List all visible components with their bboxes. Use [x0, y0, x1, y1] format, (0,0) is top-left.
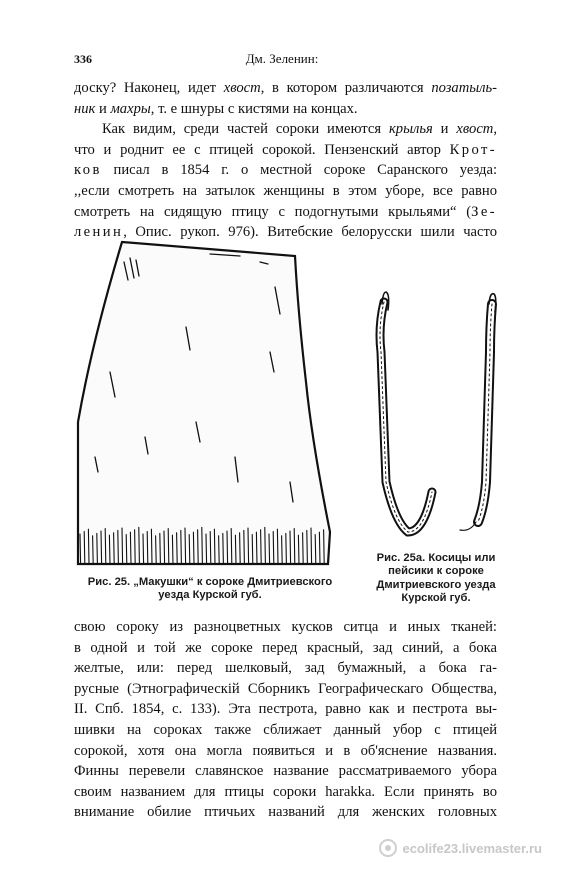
text-segment: Крот- — [449, 141, 497, 158]
text-segment: Зе- — [471, 203, 497, 220]
text-line — [74, 99, 497, 120]
text-line — [74, 202, 497, 223]
watermark-text: ecolife23.livemaster.ru — [402, 840, 542, 856]
text-line — [74, 78, 497, 99]
text-segment: Финны перевели славянское название рассматриваемого убора — [74, 763, 497, 780]
fringe-strand — [298, 535, 299, 564]
text-segment: II. Спб. 1854, с. 133). Эта пестрота, равно как и пестрота вы- — [74, 701, 497, 718]
fringe-strand — [269, 534, 270, 564]
text-segment: русные (Этнографическiй Сборникъ Географическаго Общества, — [74, 680, 497, 697]
figure-25-caption — [86, 576, 334, 603]
text-segment: ленин — [74, 224, 124, 241]
fringe-strand — [147, 532, 148, 564]
text-line — [74, 761, 497, 782]
text-segment: желтые, или: перед шелковый, зад бумажный, а бока га- — [74, 660, 497, 677]
text-line — [74, 658, 497, 679]
fringe-strand — [248, 528, 249, 564]
figure-25a-caption-line: пейсики к сороке — [388, 565, 484, 578]
text-segment: , в котором различаются — [260, 80, 432, 96]
fringe-strand — [303, 533, 304, 564]
fringe-strand — [101, 531, 102, 564]
fringe-strand — [126, 535, 127, 564]
fringe-strand — [261, 530, 262, 564]
fringe-strand — [185, 528, 186, 564]
fringe-strand — [160, 533, 161, 564]
kositsy-figure — [380, 292, 496, 532]
text-line — [74, 617, 497, 638]
text-segment: позатыль- — [431, 80, 497, 96]
watermark — [379, 839, 542, 857]
text-line — [74, 160, 497, 181]
text-segment: крылья — [388, 121, 433, 138]
fringe-strand — [311, 528, 312, 564]
text-segment: своим названием для птицы сороки harakka. Если принять во — [74, 783, 497, 800]
text-line — [74, 679, 497, 700]
fringe-strand — [118, 530, 119, 564]
text-segment: ков — [74, 162, 102, 179]
text-segment: , — [493, 121, 497, 138]
text-segment: , т. е шнуры с кистями на концах. — [150, 100, 358, 117]
fringe-strand — [177, 533, 178, 564]
fringe-strand — [156, 536, 157, 564]
fringe-strand — [105, 529, 106, 564]
fringe-strand — [198, 530, 199, 564]
fringe-strand — [206, 534, 207, 564]
top-paragraph — [74, 78, 497, 243]
fringe-strand — [189, 535, 190, 564]
text-line — [74, 181, 497, 202]
text-segment: хвост — [223, 80, 261, 96]
fringe-strand — [114, 533, 115, 564]
fringe-strand — [181, 530, 182, 564]
text-segment: писал в 1854 г. о местной сороке Саранского уезда: — [101, 162, 497, 179]
text-segment: ник — [74, 100, 96, 117]
fringe-strand — [282, 536, 283, 564]
fringe-strand — [265, 527, 266, 564]
text-segment: внимание обилие птичьих названий для женских головных — [74, 804, 497, 821]
figure-25a-caption — [366, 552, 506, 606]
figure-25-caption-line: уезда Курской губ. — [158, 589, 262, 602]
fringe-strand — [223, 533, 224, 564]
figure-25a-caption-line: Рис. 25а. Косицы или — [376, 552, 496, 564]
page-number: 336 — [74, 52, 92, 66]
text-segment: ,,если смотреть на затылок женщины в этом уборе, все равно — [74, 182, 497, 199]
text-line — [74, 741, 497, 762]
text-segment: и — [95, 100, 111, 117]
text-segment: что и роднит ее с птицей сорокой. Пензенский автор — [74, 141, 450, 158]
fringe-strand — [130, 532, 131, 564]
text-line — [74, 802, 497, 823]
makushki-figure — [78, 242, 330, 564]
text-segment: махры — [110, 100, 151, 117]
figure-25a-caption-line: Курской губ. — [401, 592, 471, 605]
fringe-strand — [139, 527, 140, 564]
fringe-strand — [109, 535, 110, 564]
text-segment: сорокой, хотя она могла появиться и в об'яснение названия. — [74, 742, 497, 759]
fringe-strand — [214, 529, 215, 564]
text-line — [74, 140, 497, 161]
text-segment: и — [432, 121, 457, 138]
running-head: Дм. Зеленин: — [245, 51, 319, 66]
fringe-strand — [256, 532, 257, 564]
fringe-strand — [307, 530, 308, 564]
livemaster-logo-icon — [379, 839, 397, 857]
text-segment: смотреть на сидящую птицу с подогнутыми крыльями“ ( — [74, 203, 472, 220]
figure-25a-caption-line: Дмитриевского уезда — [376, 578, 496, 591]
fringe-strand — [193, 532, 194, 564]
fringe-strand — [97, 533, 98, 564]
text-line — [74, 699, 497, 720]
fringe-strand — [135, 530, 136, 564]
fringe-strand — [244, 530, 245, 564]
text-line — [74, 782, 497, 803]
fringe-strand — [227, 531, 228, 564]
figure-25-caption-line: Рис. 25. „Макушки“ к сороке Дмитриевского — [87, 576, 333, 588]
fringe-strand — [319, 532, 320, 564]
fringe-strand — [273, 532, 274, 564]
fringe-strand — [240, 533, 241, 564]
fringe-strand — [164, 531, 165, 564]
text-line — [74, 119, 497, 140]
fringe-strand — [219, 536, 220, 564]
fringe-strand — [151, 529, 152, 564]
fringe-strand — [202, 527, 203, 564]
bottom-paragraph — [74, 617, 497, 823]
text-line — [74, 720, 497, 741]
fringe-strand — [286, 533, 287, 564]
fringe-strand — [210, 532, 211, 564]
text-segment: хвост — [456, 121, 494, 138]
fringe-strand — [290, 531, 291, 564]
text-line — [74, 638, 497, 659]
text-segment: в одной и той же сороке перед красный, зад синий, а бока — [74, 639, 497, 656]
fringe-strand — [88, 529, 89, 564]
fringe-strand — [93, 536, 94, 564]
fringe-strand — [168, 529, 169, 564]
fringe-strand — [277, 529, 278, 564]
fringe-strand — [84, 532, 85, 564]
text-segment: шивки на сороках также сближает данный убор с птицей — [74, 721, 497, 738]
fringe-strand — [143, 534, 144, 564]
fringe-strand — [252, 535, 253, 564]
fringe-strand — [80, 534, 81, 564]
fringe-strand — [172, 535, 173, 564]
fringe-strand — [324, 530, 325, 564]
fringe-strand — [315, 535, 316, 564]
text-segment: , Опис. рукоп. 976). Витебские белорусски шили часто — [123, 224, 497, 241]
fringe-strand — [231, 529, 232, 564]
fringe-strand — [294, 529, 295, 564]
text-segment: Как видим, среди частей сороки имеются — [102, 121, 389, 138]
text-segment: доску? Наконец, идет — [74, 80, 224, 96]
figure-area — [0, 232, 564, 612]
fringe-strand — [235, 535, 236, 564]
fringe-strand — [122, 528, 123, 564]
text-segment: свою сороку из разноцветных кусков ситца и иных тканей: — [74, 619, 497, 635]
